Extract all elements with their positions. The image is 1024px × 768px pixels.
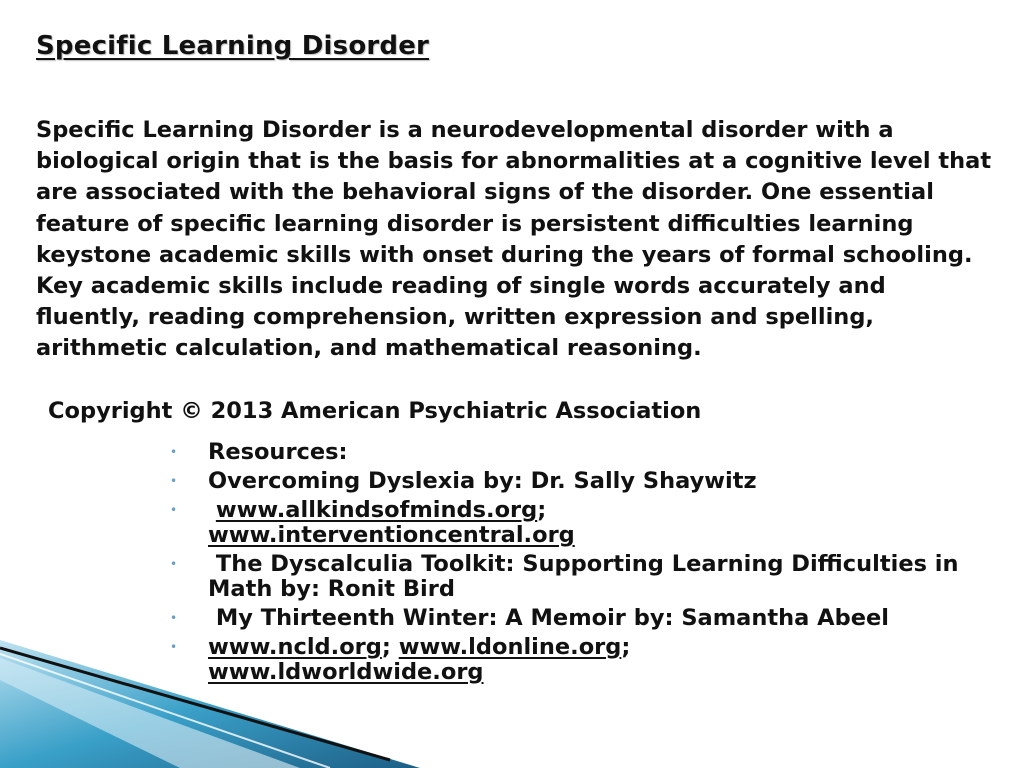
bullet-icon: •: [170, 611, 178, 625]
link-interventioncentral[interactable]: www.interventioncentral.org: [208, 522, 575, 548]
bullet-icon: •: [170, 640, 178, 654]
link-ldworldwide[interactable]: www.ldworldwide.org: [208, 659, 484, 685]
list-item: [170, 498, 1000, 548]
book-thirteenth-winter: My Thirteenth Winter: A Memoir by: Samantha Abeel: [215, 605, 889, 631]
list-item: [170, 552, 1000, 602]
separator: ;: [621, 634, 631, 660]
link-allkindsofminds[interactable]: www.allkindsofminds.org: [215, 497, 538, 523]
list-item: [170, 469, 1000, 494]
bullet-icon: •: [170, 557, 178, 571]
resources-list: [170, 440, 1000, 689]
slide-title: Specific Learning Disorder: [36, 31, 430, 61]
link-ldonline[interactable]: www.ldonline.org: [398, 634, 622, 660]
list-item: [170, 635, 1000, 685]
resources-label: Resources:: [208, 439, 348, 465]
definition-paragraph: Specific Learning Disorder is a neurodevelopmental disorder with a biological origin that is the basis for abnormalities at a cognitive level that are associated with the behavioral signs of the disorder. One essential feature of specific learning disorder is persistent difficulties learning keystone academic skills with onset during the years of formal schooling. Key academic skills include reading of single words accurately and fluently, reading comprehension, written expression and spelling, arithmetic calculation, and mathematical reasoning.: [36, 117, 992, 362]
book-overcoming-dyslexia: Overcoming Dyslexia by: Dr. Sally Shaywitz: [208, 468, 757, 494]
link-ncld[interactable]: www.ncld.org: [208, 634, 382, 660]
separator: ;: [381, 634, 391, 660]
bullet-icon: •: [170, 503, 178, 517]
book-dyscalculia-toolkit: The Dyscalculia Toolkit: Supporting Learning Difficulties in Math by: Ronit Bird: [208, 551, 959, 602]
list-item: [170, 606, 1000, 631]
list-item: [170, 440, 1000, 465]
separator: ;: [537, 497, 547, 523]
copyright-notice: Copyright © 2013 American Psychiatric Association: [48, 398, 702, 424]
bullet-icon: •: [170, 445, 178, 459]
bullet-icon: •: [170, 474, 178, 488]
